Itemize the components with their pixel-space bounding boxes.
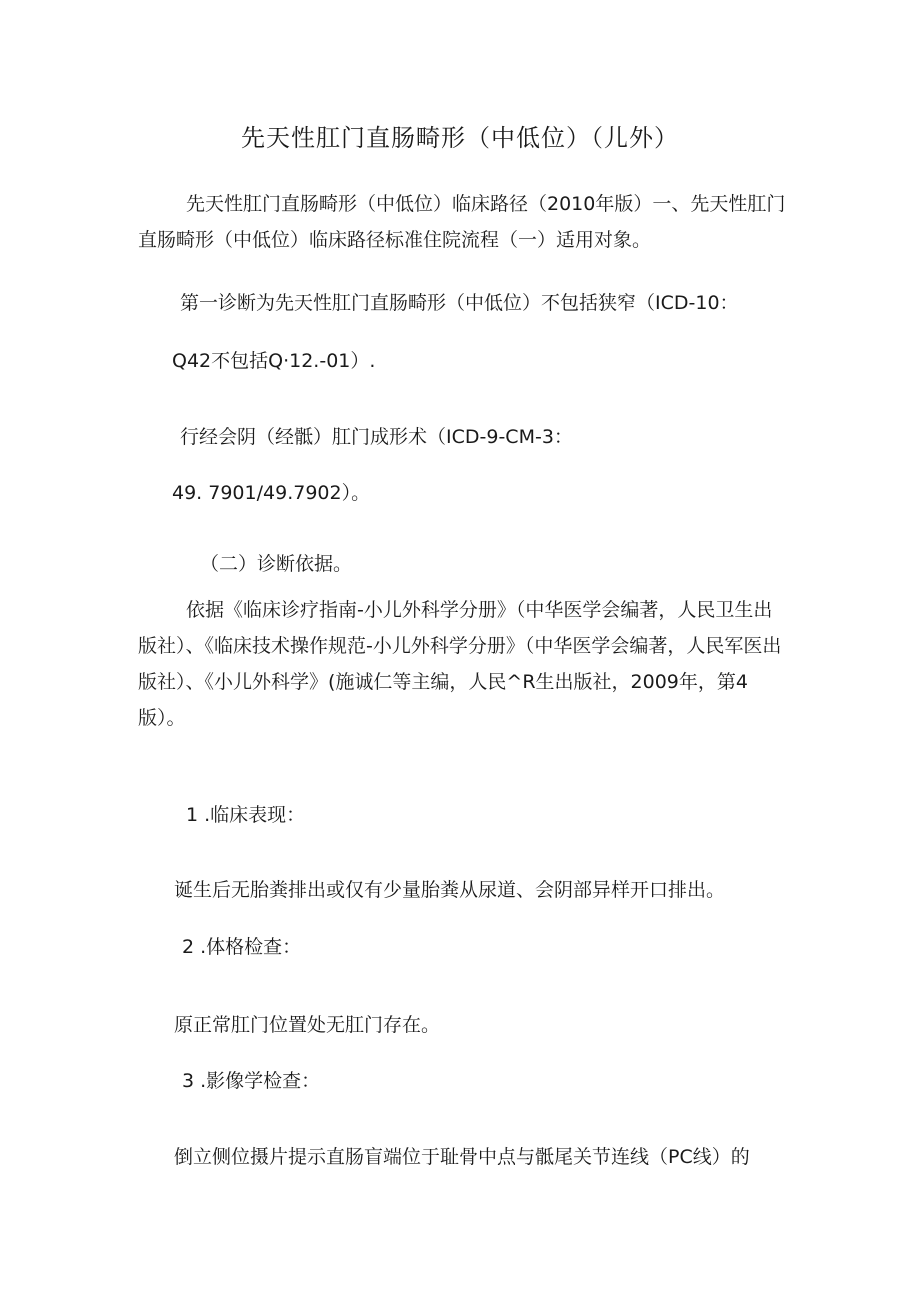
item-text-clinical-manifestation: 诞生后无胎粪排出或仅有少量胎粪从尿道、会阴部异样开口排出。 bbox=[174, 879, 726, 901]
paragraph-references: 依据《临床诊疗指南-小儿外科学分册》（中华医学会编著，人民卫生出版社）、《临床技术操作规范-小儿外科学分册》（中华医学会编著，人民军医出版社）、《小儿外科学》(施诚仁等主编，人民^R生出版社，2009年，第4版）。 bbox=[138, 599, 782, 729]
paragraph-first-diagnosis-line2: Q42不包括Q·12.-01）. bbox=[172, 350, 376, 372]
document-title: 先天性肛门直肠畸形（中低位）（儿外） bbox=[241, 124, 679, 152]
item-heading-physical-exam: 2 .体格检查： bbox=[182, 936, 302, 958]
paragraph-procedure-line2: 49. 7901/49.7902）。 bbox=[172, 482, 371, 504]
paragraph-first-diagnosis-line1: 第一诊断为先天性肛门直肠畸形（中低位）不包括狭窄（ICD-10： bbox=[180, 292, 739, 314]
item-text-imaging: 倒立侧位摄片提示直肠盲端位于耻骨中点与骶尾关节连线（PC线）的 bbox=[174, 1146, 750, 1168]
item-text-physical-exam: 原正常肛门位置处无肛门存在。 bbox=[174, 1014, 441, 1036]
paragraph-procedure-line1: 行经会阴（经骶）肛门成形术（ICD-9-CM-3： bbox=[180, 426, 573, 448]
section-heading-diagnosis-basis: （二）诊断依据。 bbox=[200, 553, 353, 575]
item-heading-clinical-manifestation: 1 .临床表现： bbox=[186, 804, 306, 826]
paragraph-intro: 先天性肛门直肠畸形（中低位）临床路径（2010年版）一、先天性肛门直肠畸形（中低位）临床路径标准住院流程（一）适用对象。 bbox=[138, 193, 786, 251]
item-heading-imaging: 3 .影像学检查： bbox=[182, 1070, 321, 1092]
